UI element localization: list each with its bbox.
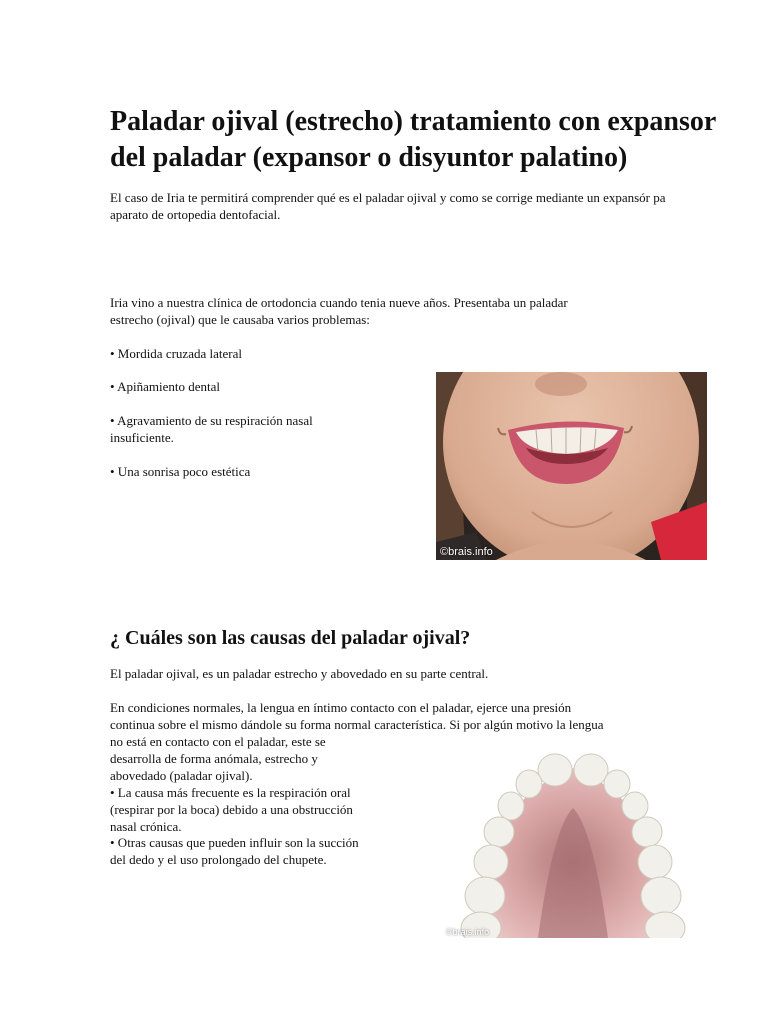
cause-line: • La causa más frecuente es la respiración oral bbox=[110, 785, 351, 800]
title-line-2: del paladar (expansor o disyuntor palatino) bbox=[110, 142, 628, 173]
normal-line: no está en contacto con el paladar, este se bbox=[110, 734, 326, 749]
intro-paragraph bbox=[110, 189, 768, 223]
problem-item bbox=[110, 463, 250, 480]
smile-photo bbox=[436, 372, 707, 560]
cause-line: nasal crónica. bbox=[110, 819, 182, 834]
problem-line: insuficiente. bbox=[110, 430, 174, 445]
problem-item bbox=[110, 378, 220, 395]
case-paragraph bbox=[110, 294, 568, 328]
definition-paragraph bbox=[110, 665, 488, 682]
problem-line: • Una sonrisa poco estética bbox=[110, 464, 251, 479]
definition-line: El paladar ojival, es un paladar estrecho y abovedado en su parte central. bbox=[110, 666, 489, 681]
palate-photo bbox=[443, 748, 703, 938]
case-line-2: estrecho (ojival) que le causaba varios problemas: bbox=[110, 312, 370, 327]
case-line-1: Iria vino a nuestra clínica de ortodoncia cuando tenia nueve años. Presentaba un paladar bbox=[110, 295, 568, 310]
normal-line: abovedado (paladar ojival). bbox=[110, 768, 253, 783]
normal-line: continua sobre el mismo dándole su forma normal característica. Si por algún motivo la lengua bbox=[110, 717, 604, 732]
palate-photo-illustration bbox=[443, 748, 703, 938]
cause-bullet bbox=[110, 784, 353, 835]
page-title bbox=[110, 104, 768, 176]
title-line-1: Paladar ojival (estrecho) tratamiento con expansor bbox=[110, 106, 717, 137]
problem-line: • Apiñamiento dental bbox=[110, 379, 220, 394]
normal-line: En condiciones normales, la lengua en íntimo contacto con el paladar, ejerce una presión bbox=[110, 700, 572, 715]
cause-line: del dedo y el uso prolongado del chupete. bbox=[110, 852, 327, 867]
problem-item bbox=[110, 345, 242, 362]
problem-item bbox=[110, 412, 313, 446]
palate-photo-watermark: ©brais.info bbox=[446, 927, 490, 937]
problem-line: • Mordida cruzada lateral bbox=[110, 346, 242, 361]
causes-heading: ¿ Cuáles son las causas del paladar ojival? bbox=[110, 627, 471, 649]
normal-line: desarrolla de forma anómala, estrecho y bbox=[110, 751, 318, 766]
smile-photo-watermark: ©brais.info bbox=[440, 546, 493, 558]
cause-line: (respirar por la boca) debido a una obstrucción bbox=[110, 802, 353, 817]
problem-line: • Agravamiento de su respiración nasal bbox=[110, 413, 313, 428]
intro-line-1: El caso de Iria te permitirá comprender qué es el paladar ojival y como se corrige mediante un expansór pa bbox=[110, 190, 666, 205]
smile-photo-illustration bbox=[436, 372, 707, 560]
cause-bullet bbox=[110, 834, 359, 868]
intro-line-2: aparato de ortopedia dentofacial. bbox=[110, 207, 281, 222]
cause-line: • Otras causas que pueden influir son la succión bbox=[110, 835, 359, 850]
